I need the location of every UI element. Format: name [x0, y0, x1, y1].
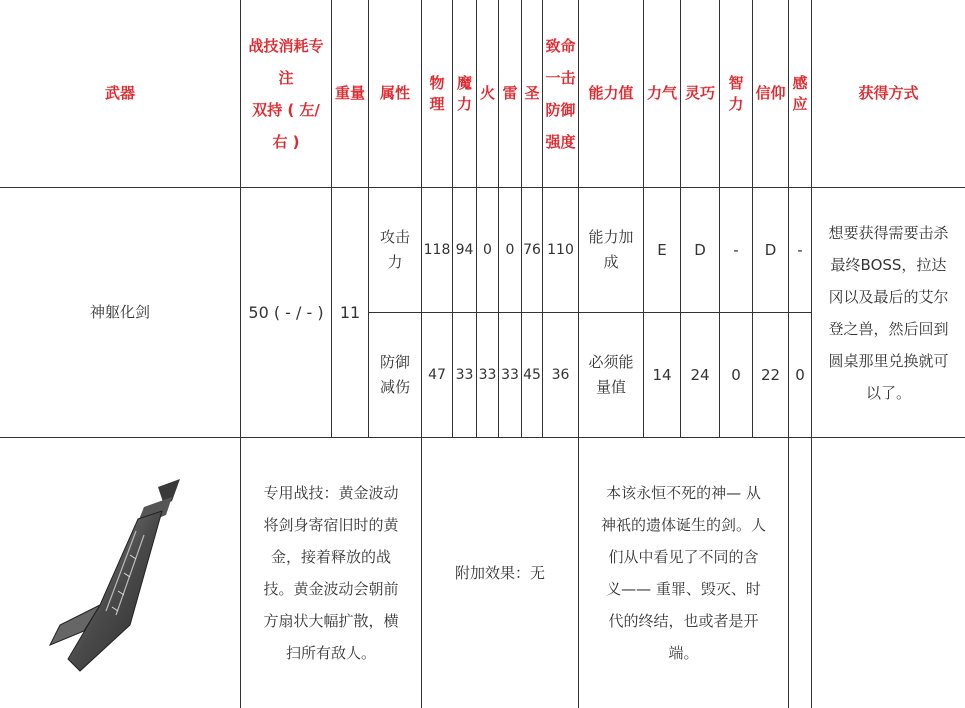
- scaling-arcane: -: [797, 240, 803, 259]
- defense-lightning: 33: [501, 366, 519, 383]
- skill-cost-value: 50 ( - / - ): [248, 303, 324, 322]
- scaling-faith: D: [764, 240, 777, 259]
- attack-fire: 0: [483, 241, 492, 258]
- attack-holy: 76: [523, 241, 541, 258]
- required-faith: 22: [760, 365, 781, 384]
- weapon-lore: 本该永恒不死的神— 从 神祇的遗体诞生的剑。人 们从中看见了不同的含 义—— 重罪、毁灭、时 代的终结，也或者是开 端。: [600, 484, 766, 662]
- required-dex: 24: [690, 365, 710, 384]
- header-physical: 物 理: [429, 73, 445, 113]
- defense-fire: 33: [478, 366, 497, 383]
- header-dex: 灵巧: [684, 84, 715, 102]
- weapon-name: 神躯化剑: [89, 303, 150, 321]
- header-obtain: 获得方式: [858, 84, 919, 102]
- defense-label: 防御 减伤: [379, 353, 410, 396]
- weight-value: 11: [339, 303, 361, 322]
- ability-bonus-label: 能力加 成: [588, 228, 634, 271]
- sword-icon: [40, 475, 190, 675]
- header-holy: 圣: [524, 84, 540, 102]
- header-lightning: 雷: [502, 84, 518, 102]
- header-crit-guard: 致命 一击 防御 强度: [545, 36, 576, 151]
- header-weight: 重量: [334, 84, 365, 102]
- required-stats-label: 必须能 量值: [588, 353, 634, 396]
- attack-physical: 118: [423, 241, 451, 258]
- attack-crit: 110: [547, 241, 574, 258]
- defense-crit: 36: [551, 366, 570, 383]
- obtain-method: 想要获得需要击杀 最终BOSS，拉达 冈以及最后的艾尔 登之兽，然后回到 圆桌那里兑换就可 以了。: [828, 223, 949, 402]
- header-skill-cost: 战技消耗专 注 双持 ( 左/ 右 ): [248, 36, 324, 151]
- header-weapon: 武器: [104, 84, 135, 102]
- header-attribute: 属性: [379, 84, 410, 102]
- required-int: 0: [731, 365, 741, 384]
- header-ability: 能力值: [588, 84, 634, 102]
- scaling-str: E: [657, 240, 667, 259]
- defense-magic: 33: [455, 366, 474, 383]
- header-magic: 魔 力: [456, 73, 472, 113]
- header-str: 力气: [646, 84, 677, 102]
- header-faith: 信仰: [755, 84, 786, 102]
- attack-lightning: 0: [505, 241, 515, 258]
- defense-holy: 45: [523, 366, 541, 383]
- extra-effect: 附加效果：无: [454, 563, 545, 582]
- header-int: 智 力: [728, 73, 744, 113]
- skill-description: 专用战技：黄金波动 将剑身寄宿旧时的黄 金，接着释放的战 技。黄金波动会朝前 方扇状大幅扩散，横 扫所有敌人。: [263, 484, 399, 662]
- header-arcane: 感 应: [792, 73, 808, 113]
- required-str: 14: [652, 365, 672, 384]
- attack-magic: 94: [455, 241, 474, 258]
- scaling-int: -: [733, 240, 739, 259]
- attack-label: 攻击 力: [379, 228, 410, 271]
- header-fire: 火: [479, 84, 495, 102]
- defense-physical: 47: [428, 366, 446, 383]
- scaling-dex: D: [694, 240, 706, 259]
- required-arcane: 0: [795, 365, 805, 384]
